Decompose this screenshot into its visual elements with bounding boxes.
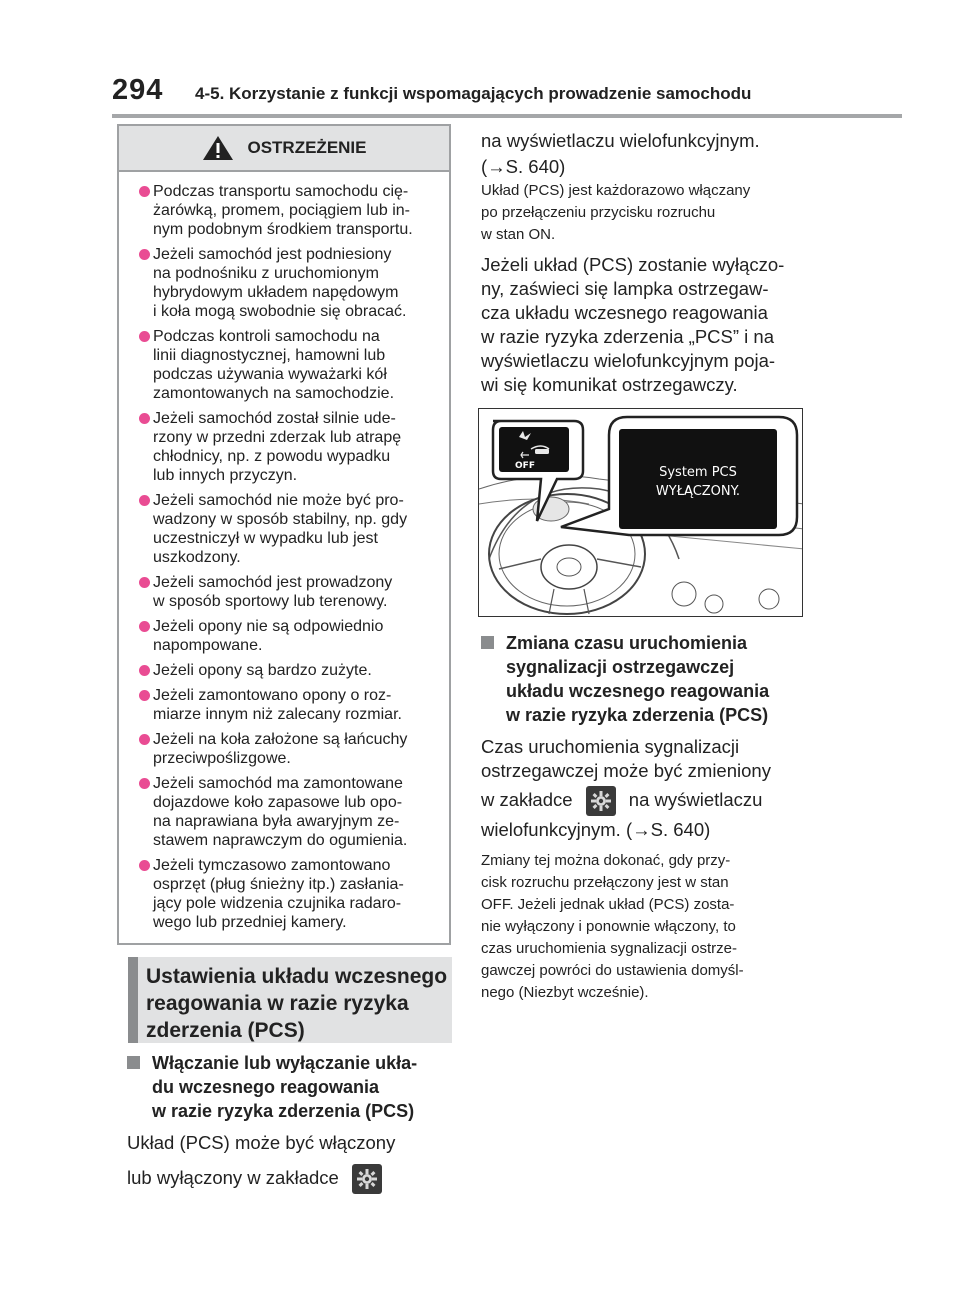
- warning-item-line: Jeżeli tymczasowo zamontowano: [153, 857, 391, 874]
- bullet-dot-icon: [139, 621, 150, 632]
- paragraph-line: na wyświetlaczu wielofunkcyjnym.: [481, 130, 760, 151]
- warning-item-line: linii diagnostycznej, hamowni lub: [153, 347, 386, 364]
- subheading-toggle-pcs: [127, 1051, 457, 1123]
- subheading-line: sygnalizacji ostrzegawczej: [506, 657, 735, 677]
- warning-item-line: miarze innym niż zalecany rozmiar.: [153, 706, 402, 723]
- warning-item-line: wadzony w sposób stabilny, np. gdy: [153, 511, 408, 528]
- warning-item: [137, 245, 441, 321]
- section-banner: [128, 957, 452, 1043]
- subheading-line: Włączanie lub wyłączanie ukła-: [152, 1053, 418, 1073]
- warning-item: [137, 491, 441, 567]
- warning-item-line: lub innych przyczyn.: [153, 467, 298, 484]
- note-line: gawczej powróci do ustawienia domyśl-: [481, 962, 744, 979]
- paragraph-line-with-icon: [127, 1163, 382, 1194]
- warning-item-line: uszkodzony.: [153, 549, 241, 566]
- subheading-line: układu wczesnego reagowania: [506, 681, 770, 701]
- warning-header: [119, 126, 449, 172]
- paragraph-line: wielofunkcyjnym. (→S. 640): [481, 819, 711, 840]
- dashboard-drawing: [479, 409, 803, 617]
- bullet-dot-icon: [139, 577, 150, 588]
- subheading-line: w razie ryzyka zderzenia (PCS): [506, 705, 769, 725]
- bullet-dot-icon: [139, 186, 150, 197]
- bullet-dot-icon: [139, 249, 150, 260]
- warning-list: [119, 172, 449, 932]
- warning-item-line: Jeżeli samochód jest prowadzony: [153, 574, 393, 591]
- subheading-change-timing: [481, 631, 811, 727]
- bullet-dot-icon: [139, 734, 150, 745]
- warning-item-line: Jeżeli zamontowano opony o roz-: [153, 687, 392, 704]
- warning-item-line: nym podobnym środkiem transportu.: [153, 221, 413, 238]
- bullet-dot-icon: [139, 860, 150, 871]
- section-title-line: Ustawienia układu wczesnego: [146, 965, 448, 988]
- note-line: nie wyłączony i ponownie włączony, to: [481, 918, 736, 935]
- warning-item-line: Jeżeli samochód ma zamontowane: [153, 775, 403, 792]
- section-title-line: zderzenia (PCS): [146, 1019, 305, 1042]
- paragraph-line: cza układu wczesnego reagowania: [481, 302, 768, 323]
- warning-item-line: stawem naprawczym do ogumienia.: [153, 832, 408, 849]
- paragraph-line: w razie ryzyka zderzenia „PCS” i na: [481, 326, 775, 347]
- bullet-dot-icon: [139, 690, 150, 701]
- bullet-dot-icon: [139, 778, 150, 789]
- paragraph-line: (→S. 640): [481, 156, 566, 177]
- warning-item: [137, 617, 441, 655]
- warning-item-line: Jeżeli samochód nie może być pro-: [153, 492, 404, 509]
- warning-item: [137, 774, 441, 850]
- bullet-dot-icon: [139, 331, 150, 342]
- paragraph-line: Układ (PCS) może być włączony: [127, 1132, 396, 1153]
- warning-item-line: w sposób sportowy lub terenowy.: [153, 593, 388, 610]
- note-line: nego (Niezbyt wcześnie).: [481, 984, 649, 1001]
- note-line: cisk rozruchu przełączony jest w stan: [481, 874, 729, 891]
- warning-item-line: jący pole widzenia czujnika radaro-: [153, 895, 402, 912]
- warning-item: [137, 327, 441, 403]
- warning-item-line: Jeżeli samochód jest podniesiony: [153, 246, 392, 263]
- warning-item-line: na podnośniku z uruchomionym: [153, 265, 379, 282]
- bullet-dot-icon: [139, 665, 150, 676]
- gear-icon: [352, 1164, 382, 1194]
- pcs-off-label: OFF: [515, 461, 535, 471]
- subheading-line: w razie ryzyka zderzenia (PCS): [152, 1101, 415, 1121]
- subheading-square-icon: [127, 1056, 140, 1069]
- warning-item: [137, 573, 441, 611]
- note-line: Układ (PCS) jest każdorazowo włączany: [481, 182, 751, 199]
- warning-item-line: rzony w przedni zderzak lub atrapę: [153, 429, 402, 446]
- header-rule: [112, 114, 902, 118]
- section-title-line: reagowania w razie ryzyka: [146, 992, 409, 1015]
- warning-item-line: dojazdowe koło zapasowe lub opo-: [153, 794, 403, 811]
- warning-item: [137, 730, 441, 768]
- note-line: po przełączeniu przycisku rozruchu: [481, 204, 716, 221]
- warning-title: OSTRZEŻENIE: [247, 138, 367, 157]
- warning-item-line: przeciwpoślizgowe.: [153, 750, 291, 767]
- warning-item-line: Jeżeli opony są bardzo zużyte.: [153, 662, 372, 679]
- warning-item-line: osprzęt (pług śnieżny itp.) zasłania-: [153, 876, 404, 893]
- paragraph-line: ny, zaświeci się lampka ostrzegaw-: [481, 278, 769, 299]
- warning-item-line: napompowane.: [153, 637, 263, 654]
- subheading-line: du wczesnego reagowania: [152, 1077, 380, 1097]
- paragraph-text: w zakładce: [481, 789, 573, 810]
- warning-box: [117, 124, 451, 945]
- paragraph-text: lub wyłączony w zakładce: [127, 1167, 339, 1188]
- warning-item-line: podczas używania wyważarki kół: [153, 366, 387, 383]
- warning-triangle-icon: [201, 134, 235, 162]
- gear-icon: [586, 786, 616, 816]
- note-line: Zmiany tej można dokonać, gdy przy-: [481, 852, 731, 869]
- warning-item-line: Jeżeli na koła założone są łańcuchy: [153, 731, 408, 748]
- paragraph-line: Jeżeli układ (PCS) zostanie wyłączo-: [481, 254, 785, 275]
- dashboard-illustration: [478, 408, 803, 617]
- paragraph-line: wi się komunikat ostrzegawczy.: [481, 374, 738, 395]
- bullet-dot-icon: [139, 495, 150, 506]
- page-number: 294: [112, 74, 164, 106]
- warning-item: [137, 686, 441, 724]
- warning-item-line: na naprawiana była awaryjnym ze-: [153, 813, 400, 830]
- warning-item: [137, 409, 441, 485]
- paragraph-line-with-icon: [481, 785, 762, 816]
- chapter-title: 4-5. Korzystanie z funkcji wspomagających prowadzenie samochodu: [195, 84, 752, 103]
- warning-item-line: żarówką, promem, pociągiem lub in-: [153, 202, 410, 219]
- warning-item-line: hybrydowym układem napędowym: [153, 284, 399, 301]
- warning-item: [137, 182, 441, 239]
- warning-item-line: Podczas kontroli samochodu na: [153, 328, 380, 345]
- note-line: czas uruchomienia sygnalizacji ostrze-: [481, 940, 737, 957]
- paragraph-line: ostrzegawczej może być zmieniony: [481, 760, 771, 781]
- warning-item-line: wego lub przedniej kamery.: [153, 914, 347, 931]
- warning-item-line: Podczas transportu samochodu cię-: [153, 183, 409, 200]
- warning-item-line: zamontowanych na samochodzie.: [153, 385, 395, 402]
- warning-item-line: Jeżeli samochód został silnie ude-: [153, 410, 396, 427]
- note-line: OFF. Jeżeli jednak układ (PCS) zosta-: [481, 896, 735, 913]
- warning-item-line: chłodnicy, np. z powodu wypadku: [153, 448, 391, 465]
- note-line: w stan ON.: [481, 226, 556, 243]
- paragraph-line: wyświetlaczu wielofunkcyjnym poja-: [481, 350, 776, 371]
- paragraph-text: na wyświetlaczu: [628, 789, 763, 810]
- warning-item: [137, 856, 441, 932]
- warning-item-line: i koła mogą swobodnie się obracać.: [153, 303, 407, 320]
- subheading-line: Zmiana czasu uruchomienia: [506, 633, 748, 653]
- screen-message-line1: System PCS: [659, 465, 737, 480]
- bullet-dot-icon: [139, 413, 150, 424]
- warning-item-line: Jeżeli opony nie są odpowiednio: [153, 618, 384, 635]
- paragraph-line: Czas uruchomienia sygnalizacji: [481, 736, 740, 757]
- screen-message-line2: WYŁĄCZONY.: [655, 484, 741, 499]
- warning-item-line: uczestniczył w wypadku lub jest: [153, 530, 378, 547]
- warning-item: [137, 661, 441, 680]
- subheading-square-icon: [481, 636, 494, 649]
